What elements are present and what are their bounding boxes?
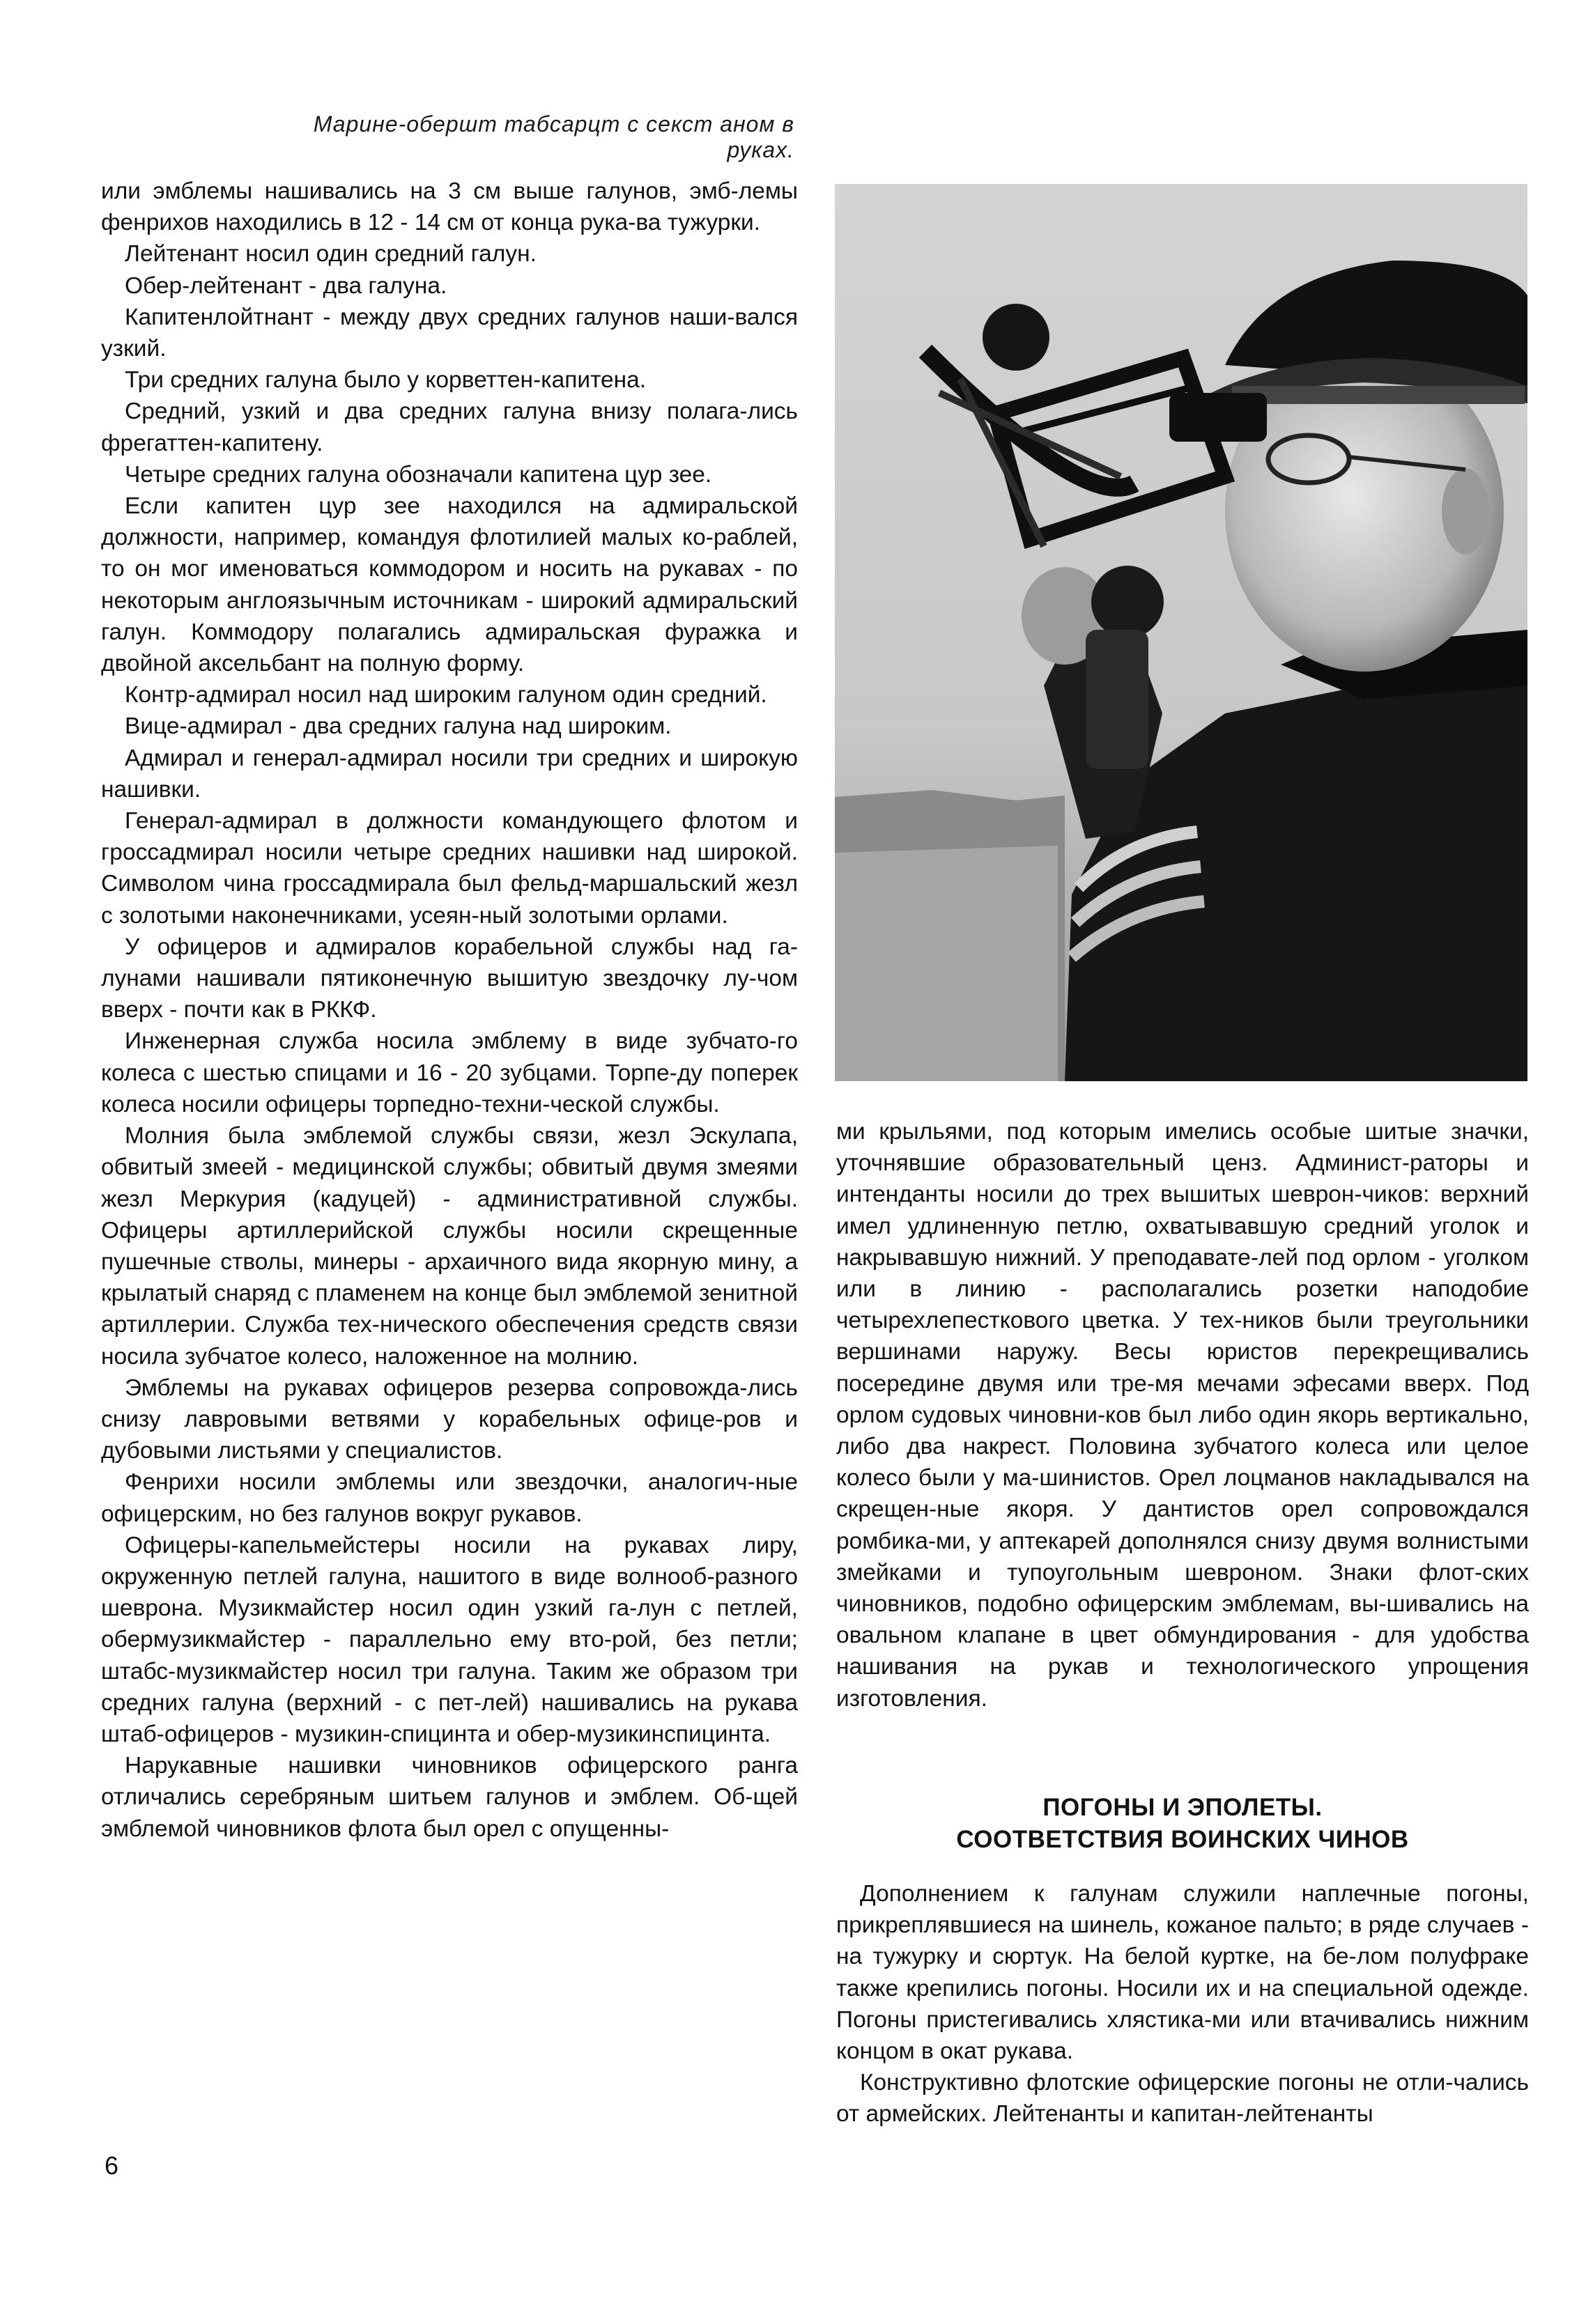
paragraph: Средний, узкий и два средних галуна внизу полага-лись фрегаттен-капитену. xyxy=(101,398,798,456)
paragraph: Обер-лейтенант - два галуна. xyxy=(125,272,447,299)
paragraph: Конструктивно флотские офицерские погоны не отли-чались от армейских. Лейтенанты и капитан-лейтенанты xyxy=(836,2070,1529,2128)
paragraph: Дополнением к галунам служили наплечные погоны, прикреплявшиеся на шинель, кожаное пальто; в ряде случаев - на тужурку и сюртук. На белой куртке, на бе-лом полуфраке также крепились погоны. Носили их и на специальной одежде. Погоны пристегивались хлястика-ми или втачивались нижним концом в окат рукава. xyxy=(836,1881,1529,2065)
paragraph: Нарукавные нашивки чиновников офицерского ранга отличались серебряным шитьем галунов и эмблем. Об-щей эмблемой чиновников флота был орел с опущенны- xyxy=(101,1753,798,1842)
paragraph: или эмблемы нашивались на 3 см выше галунов, эмб-лемы фенрихов находились в 12 - 14 см от конца рука-ва тужурки. xyxy=(101,178,798,236)
paragraph: У офицеров и адмиралов корабельной службы над га-лунами нашивали пятиконечную вышитую звездочку лу-чом вверх - почти как в РККФ. xyxy=(101,934,798,1023)
page-number: 6 xyxy=(105,2151,119,2180)
paragraph: Вице-адмирал - два средних галуна над широким. xyxy=(125,713,672,740)
paragraph: Офицеры-капельмейстеры носили на рукавах лиру, окруженную петлей галуна, нашитого в виде волнооб-разного шеврона. Музикмайстер носил один узкий га-лун с петлей, обермузикмайстер - параллельно ему вто-рой, без петли; штабс-музикмайстер носил три галуна. Таким же образом три средних галуна (верхний - с пет-лей) нашивались на рукава штаб-офицеров - музикин-спицинта и обер-музикинспицинта. xyxy=(101,1532,798,1747)
paragraph: Инженерная служба носила эмблему в виде зубчато-го колеса с шестью спицами и 16 - 20 зубцами. Торпе-ду поперек колеса носили офицеры торпедно-техни-ческой службы. xyxy=(101,1028,798,1117)
officer-with-sextant-photo xyxy=(835,184,1527,1081)
left-column xyxy=(101,176,798,1845)
paragraph: Капитенлойтнант - между двух средних галунов наши-вался узкий. xyxy=(101,304,798,362)
photo-caption: Марине-обершт табсарцт с секст аном в руках. xyxy=(313,111,794,162)
section-heading-line: СООТВЕТСТВИЯ ВОИНСКИХ ЧИНОВ xyxy=(956,1826,1409,1853)
section-heading xyxy=(836,1792,1529,1856)
paragraph: Генерал-адмирал в должности командующего флотом и гроссадмирал носили четыре средних нашивки над широкой. Символом чина гроссадмирала был фельд-маршальский жезл с золотыми наконечниками, усеян-ный золотыми орлами. xyxy=(101,808,798,929)
paragraph: Лейтенант носил один средний галун. xyxy=(125,241,537,268)
paragraph: Контр-адмирал носил над широким галуном один средний. xyxy=(125,682,767,708)
paragraph: Если капитен цур зее находился на адмиральской должности, например, командуя флотилией малых ко-раблей, то он мог именоваться коммодором и носить на рукавах - по некоторым англоязычным источникам - широкий адмиральский галун. Коммодору полагались адмиральская фуражка и двойной аксельбант на полную форму. xyxy=(101,493,798,677)
paragraph: Адмирал и генерал-адмирал носили три средних и широкую нашивки. xyxy=(101,745,798,803)
right-column-top xyxy=(836,1116,1529,1714)
paragraph: Эмблемы на рукавах офицеров резерва сопровожда-лись снизу лавровыми ветвями у корабельных офице-ров и дубовыми листьями у специалистов. xyxy=(101,1374,798,1464)
paragraph: Молния была эмблемой службы связи, жезл Эскулапа, обвитый змеей - медицинской службы; обвитый двумя змеями жезл Меркурия (кадуцей) - административной службы. Офицеры артиллерийской службы носили скрещенные пушечные стволы, минеры - архаичного вида якорную мину, а крылатый снаряд с пламенем на конце был эмблемой зенитной артиллерии. Служба тех-нического обеспечения средств связи носила зубчатое колесо, наложенное на молнию. xyxy=(101,1123,798,1370)
right-column-bottom xyxy=(836,1878,1529,2130)
paragraph: Фенрихи носили эмблемы или звездочки, аналогич-ные офицерским, но без галунов вокруг рукавов. xyxy=(101,1469,798,1527)
paragraph: ми крыльями, под которым имелись особые шитые значки, уточнявшие образовательный ценз. Админист-раторы и интенданты носили до трех вышитых шеврон-чиков: верхний имел удлиненную петлю, охватывавшую средний уголок и накрывавшую нижний. У преподавате-лей под орлом - уголком или в линию - располагались розетки наподобие четырехлепесткового цветка. У тех-ников были треугольники вершинами наружу. Весы юристов перекрещивались посередине двумя или тре-мя мечами эфесами вверх. Под орлом судовых чиновни-ков был либо один якорь вертикально, либо два накрест. Половина зубчатого колеса или целое колесо были у ма-шинистов. Орел лоцманов накладывался на скрещен-ные якоря. У дантистов орел сопровождался ромбика-ми, у аптекарей дополнялся снизу двумя волнистыми змейками и тупоугольным шевроном. Знаки флот-ских чиновников, подобно офицерским эмблемам, вы-шивались на овальном клапане в цвет обмундирования - для удобства нашивания на рукав и технологического упрощения изготовления. xyxy=(836,1119,1529,1712)
section-heading-line: ПОГОНЫ И ЭПОЛЕТЫ. xyxy=(1042,1794,1323,1821)
paragraph: Четыре средних галуна обозначали капитена цур зее. xyxy=(125,461,712,488)
paragraph: Три средних галуна было у корветтен-капитена. xyxy=(125,367,647,394)
